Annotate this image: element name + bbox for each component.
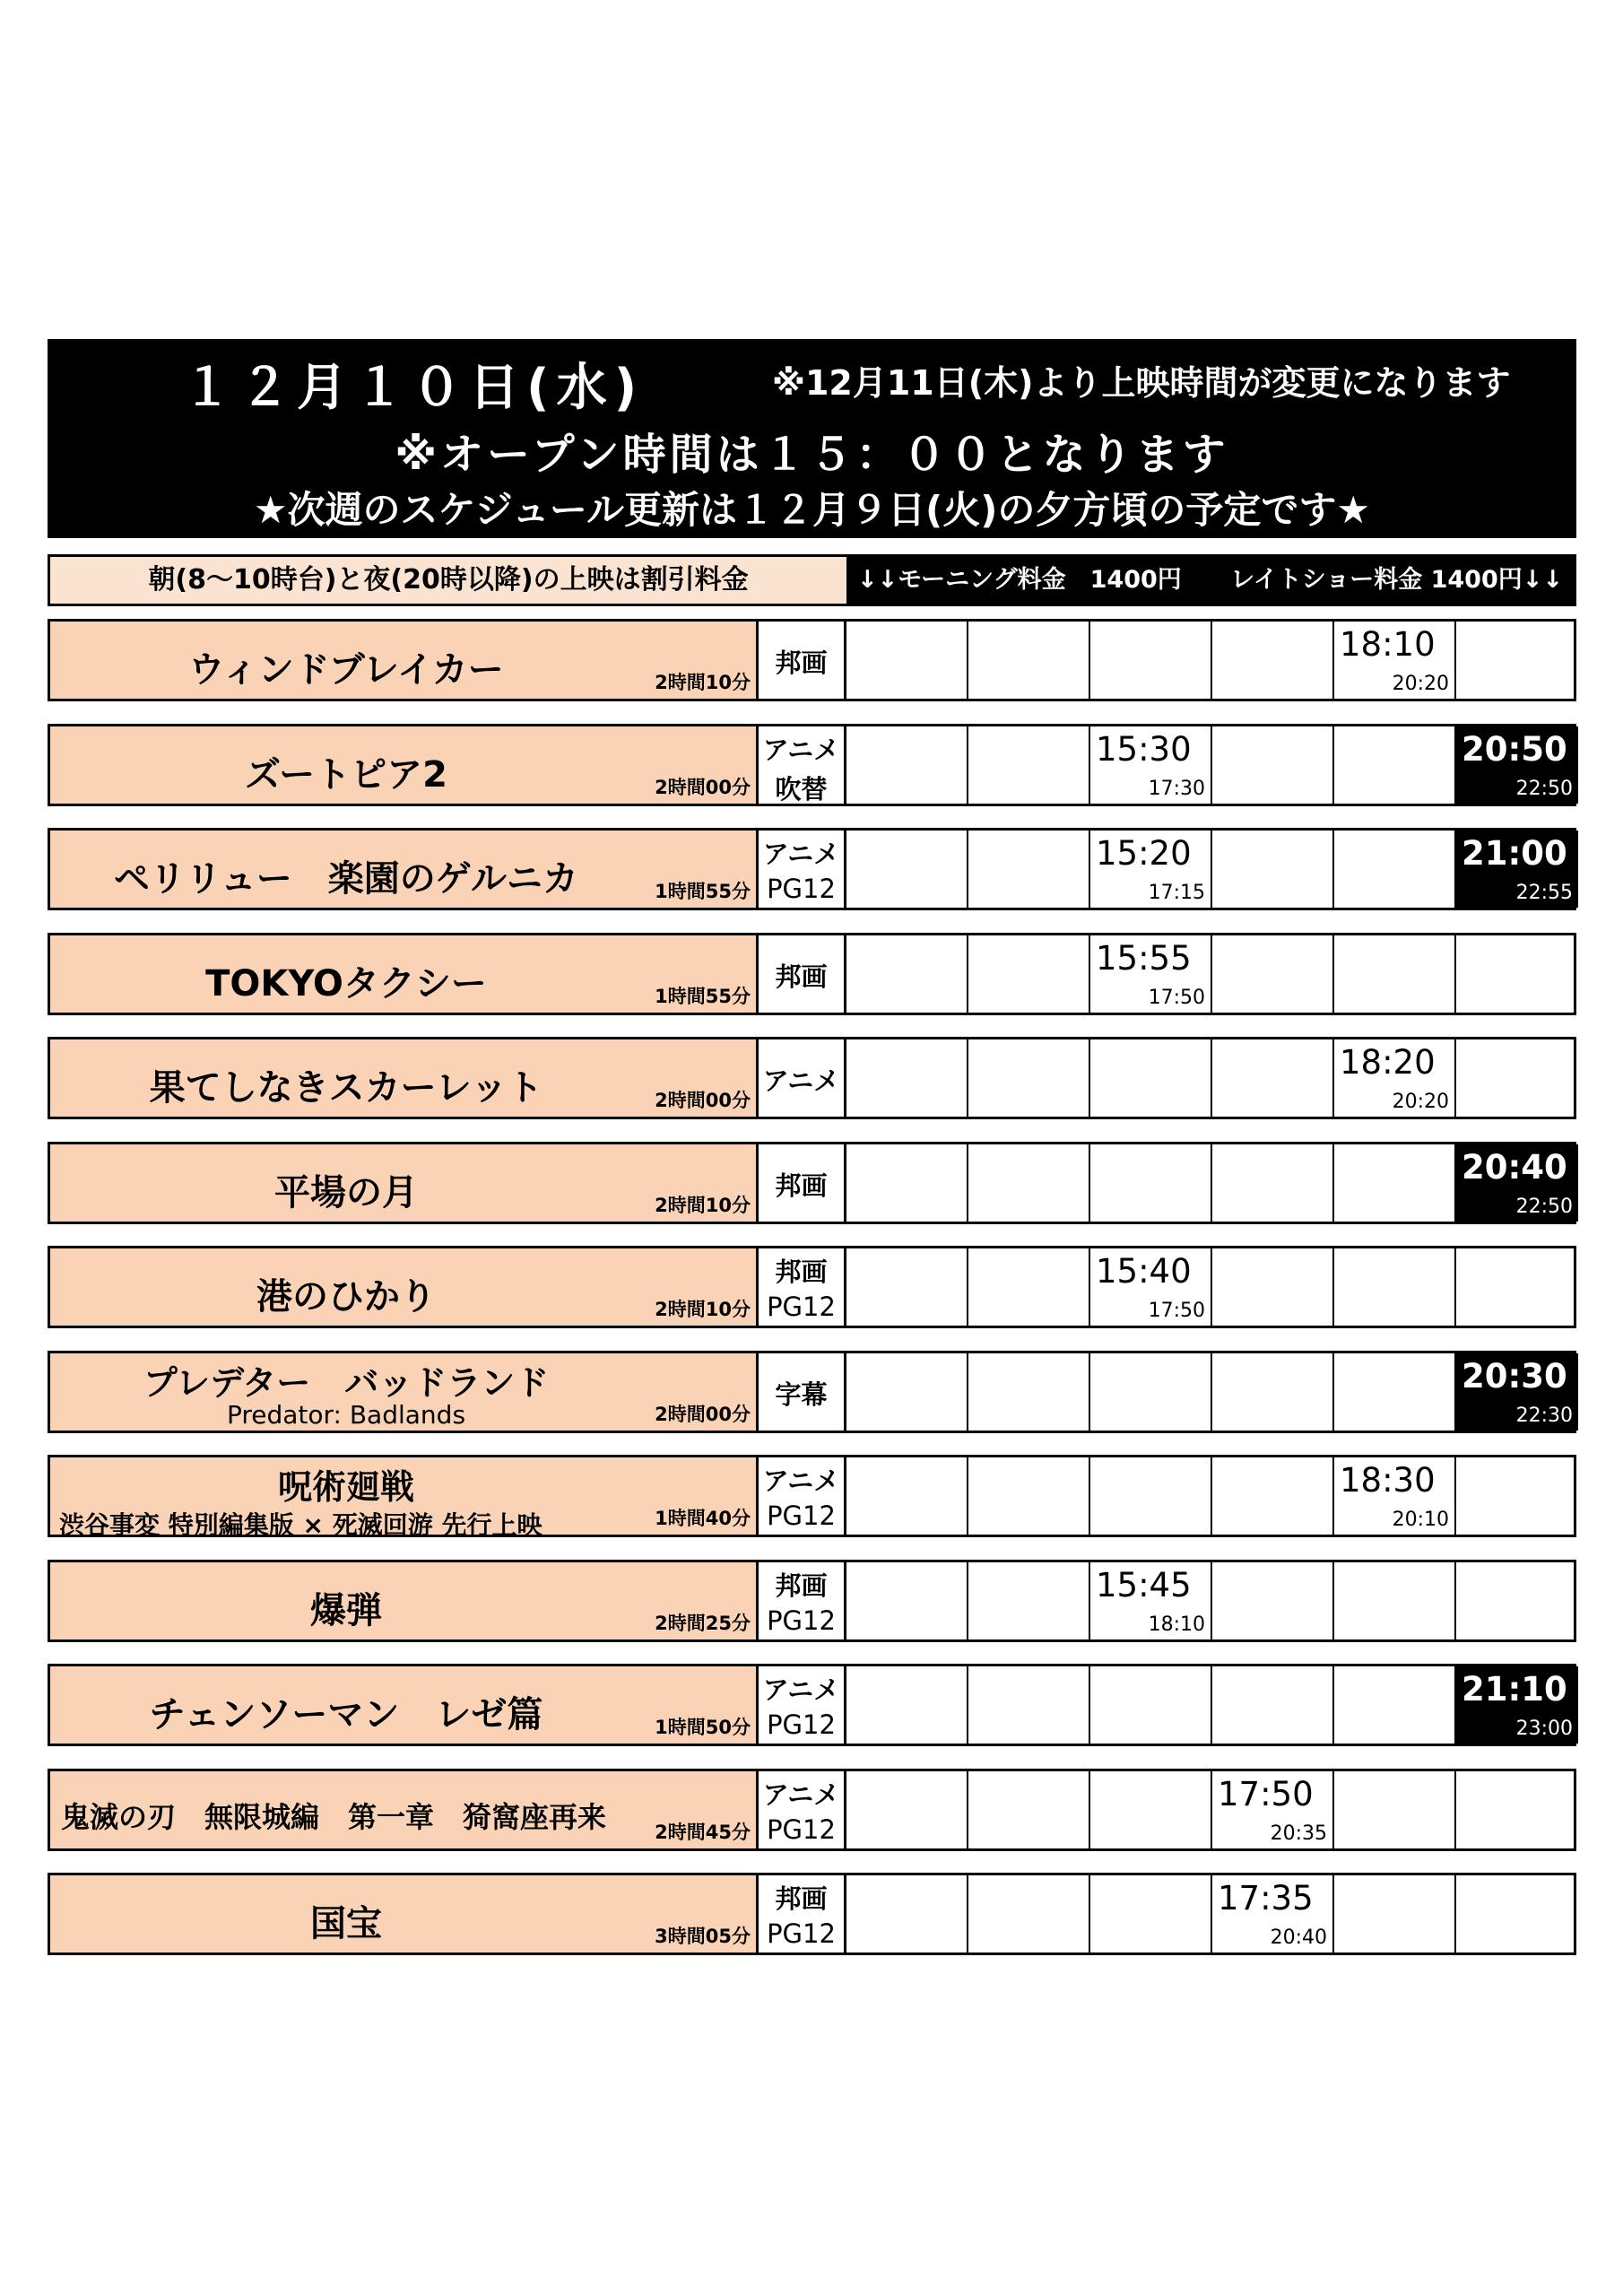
movie-tags-cell <box>759 1457 846 1535</box>
showtime-slot <box>1334 1039 1456 1117</box>
showtime-slot <box>968 1144 1090 1222</box>
showtime-end: 17:50 <box>1148 1300 1205 1322</box>
showtime-slot <box>846 1248 968 1326</box>
movie-tags-cell <box>759 622 846 699</box>
showtime-slot <box>1456 1457 1578 1535</box>
movie-rating: PG12 <box>767 874 836 904</box>
showtime-slot <box>968 1039 1090 1117</box>
pricing-bar <box>48 554 1576 606</box>
showtime-slot <box>1212 1039 1334 1117</box>
movie-tags-cell <box>759 1562 846 1639</box>
showtime-slot <box>1090 622 1212 699</box>
showtime-slot <box>1090 1039 1212 1117</box>
schedule-date: １２月１０日(水) <box>182 359 645 417</box>
movie-rating: PG12 <box>767 1814 836 1845</box>
movie-title: 港のひかり <box>256 1276 436 1318</box>
showtime-slot <box>1456 1248 1578 1326</box>
showtime-slot <box>1090 1771 1212 1848</box>
schedule-row <box>48 1351 1576 1433</box>
movie-rating: PG12 <box>767 1918 836 1949</box>
showtime-slot <box>968 1771 1090 1848</box>
movie-category: アニメ <box>762 1465 840 1496</box>
showtime-end: 20:20 <box>1392 1091 1449 1113</box>
open-time-notice: ※オープン時間は１５：００となります <box>395 430 1229 480</box>
schedule-row <box>48 828 1576 910</box>
showtime-end: 22:55 <box>1515 882 1573 904</box>
movie-category: 邦画 <box>775 1570 828 1601</box>
showtime-slot <box>1334 622 1456 699</box>
movie-title-cell <box>50 1771 759 1848</box>
schedule-row <box>48 1455 1576 1540</box>
showtime-end: 17:15 <box>1148 882 1205 904</box>
showtime-slot <box>1456 1562 1578 1639</box>
showtime-slot <box>1456 1039 1578 1117</box>
showtime-end: 20:35 <box>1270 1822 1327 1845</box>
showtime-slot <box>846 1666 968 1744</box>
showtime-end: 17:30 <box>1148 778 1205 800</box>
movie-rating: PG12 <box>767 1709 836 1740</box>
movie-rating: PG12 <box>767 1500 836 1531</box>
schedule-row <box>48 1664 1576 1746</box>
movie-subtitle: 渋谷事変 特別編集版 × 死滅回游 先行上映 <box>59 1510 542 1540</box>
showtime-slot <box>1090 935 1212 1013</box>
movie-category: 邦画 <box>775 648 828 678</box>
movie-title-cell <box>50 1353 759 1431</box>
movie-rating: PG12 <box>767 1292 836 1322</box>
schedule-row <box>48 619 1576 701</box>
showtime-slot <box>1334 1875 1456 1952</box>
showtime-slot <box>1090 1666 1212 1744</box>
showtime-slot <box>1090 1875 1212 1952</box>
showtime-start: 20:30 <box>1462 1357 1567 1396</box>
movie-duration: 2時間45分 <box>655 1822 751 1843</box>
showtime-slot <box>1090 1457 1212 1535</box>
showtime-slot <box>1212 1353 1334 1431</box>
movie-tags-cell <box>759 1666 846 1744</box>
movie-duration: 2時間00分 <box>655 1404 751 1425</box>
movie-subtitle: Predator: Badlands <box>226 1400 466 1430</box>
showtime-start: 15:40 <box>1096 1252 1192 1291</box>
movie-title-cell <box>50 1144 759 1222</box>
showtime-slot <box>846 622 968 699</box>
late-showtime-slot <box>1456 1353 1578 1431</box>
movie-title: 平場の月 <box>274 1172 418 1213</box>
schedule-row <box>48 1873 1576 1955</box>
showtime-start: 20:50 <box>1462 730 1567 769</box>
showtime-slot <box>1212 935 1334 1013</box>
showtime-slot <box>1334 1457 1456 1535</box>
movie-title-cell <box>50 935 759 1013</box>
movie-title: 爆弾 <box>310 1590 382 1631</box>
showtime-slot <box>1212 1875 1334 1952</box>
showtime-start: 21:00 <box>1462 834 1567 873</box>
showtime-slot <box>968 1875 1090 1952</box>
movie-tags-cell <box>759 1771 846 1848</box>
movie-duration: 3時間05分 <box>655 1926 751 1947</box>
showtime-slot <box>968 935 1090 1013</box>
movie-title: 鬼滅の刃 無限城編 第一章 猗窩座再来 <box>61 1800 607 1834</box>
showtime-slot <box>1090 831 1212 908</box>
showtime-start: 15:45 <box>1096 1566 1192 1605</box>
showtime-slot <box>968 1457 1090 1535</box>
movie-duration: 2時間25分 <box>655 1613 751 1634</box>
showtime-slot <box>968 1248 1090 1326</box>
discount-note: 朝(8～10時台)と夜(20時以降)の上映は割引料金 <box>50 557 846 604</box>
showtime-slot <box>1334 1562 1456 1639</box>
showtime-start: 15:55 <box>1096 939 1192 978</box>
showtime-end: 23:00 <box>1515 1718 1573 1740</box>
showtime-slot <box>846 831 968 908</box>
showtime-end: 20:10 <box>1392 1509 1449 1531</box>
showtime-slot <box>968 1353 1090 1431</box>
movie-category: 邦画 <box>775 1257 828 1287</box>
showtime-start: 17:35 <box>1218 1879 1314 1918</box>
movie-category: アニメ <box>762 735 840 765</box>
schedule-row <box>48 1560 1576 1642</box>
movie-title: ズートピア2 <box>245 754 447 796</box>
movie-title: 呪術廻戦 <box>277 1467 414 1507</box>
movie-title-cell <box>50 1666 759 1744</box>
showtime-slot <box>846 1353 968 1431</box>
movie-duration: 2時間00分 <box>655 777 751 798</box>
movie-rating: 吹替 <box>775 774 828 804</box>
showtime-end: 22:50 <box>1515 1196 1573 1218</box>
showtime-slot <box>1334 1248 1456 1326</box>
showtime-slot <box>1212 622 1334 699</box>
movie-rating: PG12 <box>767 1605 836 1636</box>
showtime-slot <box>1212 1771 1334 1848</box>
showtime-slot <box>1334 1353 1456 1431</box>
showtime-slot <box>846 1875 968 1952</box>
showtime-slot <box>1090 726 1212 804</box>
movie-tags-cell <box>759 1875 846 1952</box>
movie-tags-cell <box>759 1144 846 1222</box>
movie-category: 邦画 <box>775 1883 828 1914</box>
movie-title-cell <box>50 1875 759 1952</box>
schedule-row <box>48 933 1576 1015</box>
late-showtime-slot <box>1456 726 1578 804</box>
movie-duration: 1時間55分 <box>655 986 751 1007</box>
showtime-slot <box>1334 935 1456 1013</box>
showtime-slot <box>968 1666 1090 1744</box>
movie-category: アニメ <box>762 839 840 869</box>
showtime-slot <box>1456 622 1578 699</box>
movie-category: 字幕 <box>775 1379 828 1410</box>
showtime-slot <box>846 1457 968 1535</box>
showtime-slot <box>1212 1144 1334 1222</box>
movie-duration: 1時間55分 <box>655 881 751 902</box>
movie-title: ペリリュー 楽園のゲルニカ <box>114 858 578 900</box>
showtime-slot <box>1090 1562 1212 1639</box>
showtime-end: 20:40 <box>1270 1926 1327 1949</box>
movie-title: TOKYOタクシー <box>205 963 487 1004</box>
showtime-start: 20:40 <box>1462 1148 1567 1187</box>
movie-duration: 2時間10分 <box>655 1195 751 1216</box>
showtime-end: 22:50 <box>1515 778 1573 800</box>
movie-category: アニメ <box>762 1779 840 1810</box>
showtime-end: 20:20 <box>1392 673 1449 695</box>
movie-duration: 1時間50分 <box>655 1717 751 1738</box>
showtime-slot <box>1334 1771 1456 1848</box>
showtime-start: 18:20 <box>1340 1043 1436 1082</box>
late-showtime-slot <box>1456 831 1578 908</box>
showtime-slot <box>968 622 1090 699</box>
showtime-slot <box>1334 1144 1456 1222</box>
showtime-slot <box>1456 1771 1578 1848</box>
schedule-row <box>48 1246 1576 1328</box>
movie-title-cell <box>50 1039 759 1117</box>
showtime-slot <box>846 726 968 804</box>
showtime-slot <box>846 935 968 1013</box>
showtime-slot <box>1212 726 1334 804</box>
movie-duration: 2時間10分 <box>655 1299 751 1320</box>
movie-title: ウィンドブレイカー <box>188 649 504 691</box>
schedule-row <box>48 1769 1576 1851</box>
late-showtime-slot <box>1456 1144 1578 1222</box>
showtime-end: 18:10 <box>1148 1613 1205 1636</box>
morning-price-label: ↓↓モーニング料金 1400円 <box>857 566 1182 594</box>
movie-title-cell <box>50 726 759 804</box>
schedule-row <box>48 1037 1576 1119</box>
movie-title-cell <box>50 622 759 699</box>
movie-tags-cell <box>759 935 846 1013</box>
schedule-header <box>48 339 1576 538</box>
showtime-slot <box>1212 1248 1334 1326</box>
movie-title: 果てしなきスカーレット <box>149 1067 543 1109</box>
showtime-start: 15:30 <box>1096 730 1192 769</box>
next-update-notice: ★次週のスケジュール更新は１２月９日(火)の夕方頃の予定です★ <box>253 488 1371 532</box>
movie-title-cell <box>50 1248 759 1326</box>
showtime-slot <box>1334 831 1456 908</box>
movie-tags-cell <box>759 1039 846 1117</box>
movie-title-cell <box>50 1457 759 1540</box>
movie-duration: 1時間40分 <box>655 1508 751 1529</box>
movie-tags-cell <box>759 726 846 804</box>
movie-duration: 2時間00分 <box>655 1090 751 1111</box>
showtime-slot <box>1456 935 1578 1013</box>
showtime-slot <box>846 1771 968 1848</box>
showtime-slot <box>846 1039 968 1117</box>
showtime-slot <box>968 726 1090 804</box>
showtime-start: 15:20 <box>1096 834 1192 873</box>
showtime-slot <box>1334 726 1456 804</box>
showtime-start: 17:50 <box>1218 1775 1314 1813</box>
showtime-start: 18:10 <box>1340 625 1436 664</box>
movie-tags-cell <box>759 1248 846 1326</box>
showtime-slot <box>1090 1353 1212 1431</box>
showtime-slot <box>1212 1666 1334 1744</box>
movie-tags-cell <box>759 831 846 908</box>
showtime-slot <box>1090 1144 1212 1222</box>
movie-title: 国宝 <box>310 1903 382 1944</box>
late-showtime-slot <box>1456 1666 1578 1744</box>
showtime-slot <box>1456 1875 1578 1952</box>
schedule-row <box>48 1142 1576 1224</box>
showtime-slot <box>846 1144 968 1222</box>
schedule-change-notice: ※12月11日(木)より上映時間が変更になります <box>772 363 1511 403</box>
movie-title-cell <box>50 1562 759 1639</box>
schedule-row <box>48 724 1576 806</box>
movie-category: アニメ <box>762 1065 840 1096</box>
showtime-end: 22:30 <box>1515 1405 1573 1427</box>
late-show-price-label: レイトショー料金 1400円↓↓ <box>1230 566 1563 594</box>
movie-title-cell <box>50 831 759 908</box>
showtime-slot <box>968 1562 1090 1639</box>
showtime-slot <box>1090 1248 1212 1326</box>
showtime-slot <box>1212 1562 1334 1639</box>
showtime-slot <box>1334 1666 1456 1744</box>
movie-category: 邦画 <box>775 961 828 992</box>
movie-tags-cell <box>759 1353 846 1431</box>
showtime-slot <box>1212 1457 1334 1535</box>
movie-title: チェンソーマン レゼ篇 <box>149 1694 543 1735</box>
price-labels <box>846 557 1574 604</box>
movie-category: 邦画 <box>775 1170 828 1201</box>
movie-title: プレデター バッドランド <box>143 1363 550 1403</box>
showtime-start: 18:30 <box>1340 1461 1436 1500</box>
movie-duration: 2時間10分 <box>655 672 751 693</box>
showtime-slot <box>1212 831 1334 908</box>
showtime-slot <box>968 831 1090 908</box>
showtime-start: 21:10 <box>1462 1670 1567 1709</box>
movie-category: アニメ <box>762 1674 840 1705</box>
showtime-slot <box>846 1562 968 1639</box>
showtime-end: 17:50 <box>1148 987 1205 1009</box>
